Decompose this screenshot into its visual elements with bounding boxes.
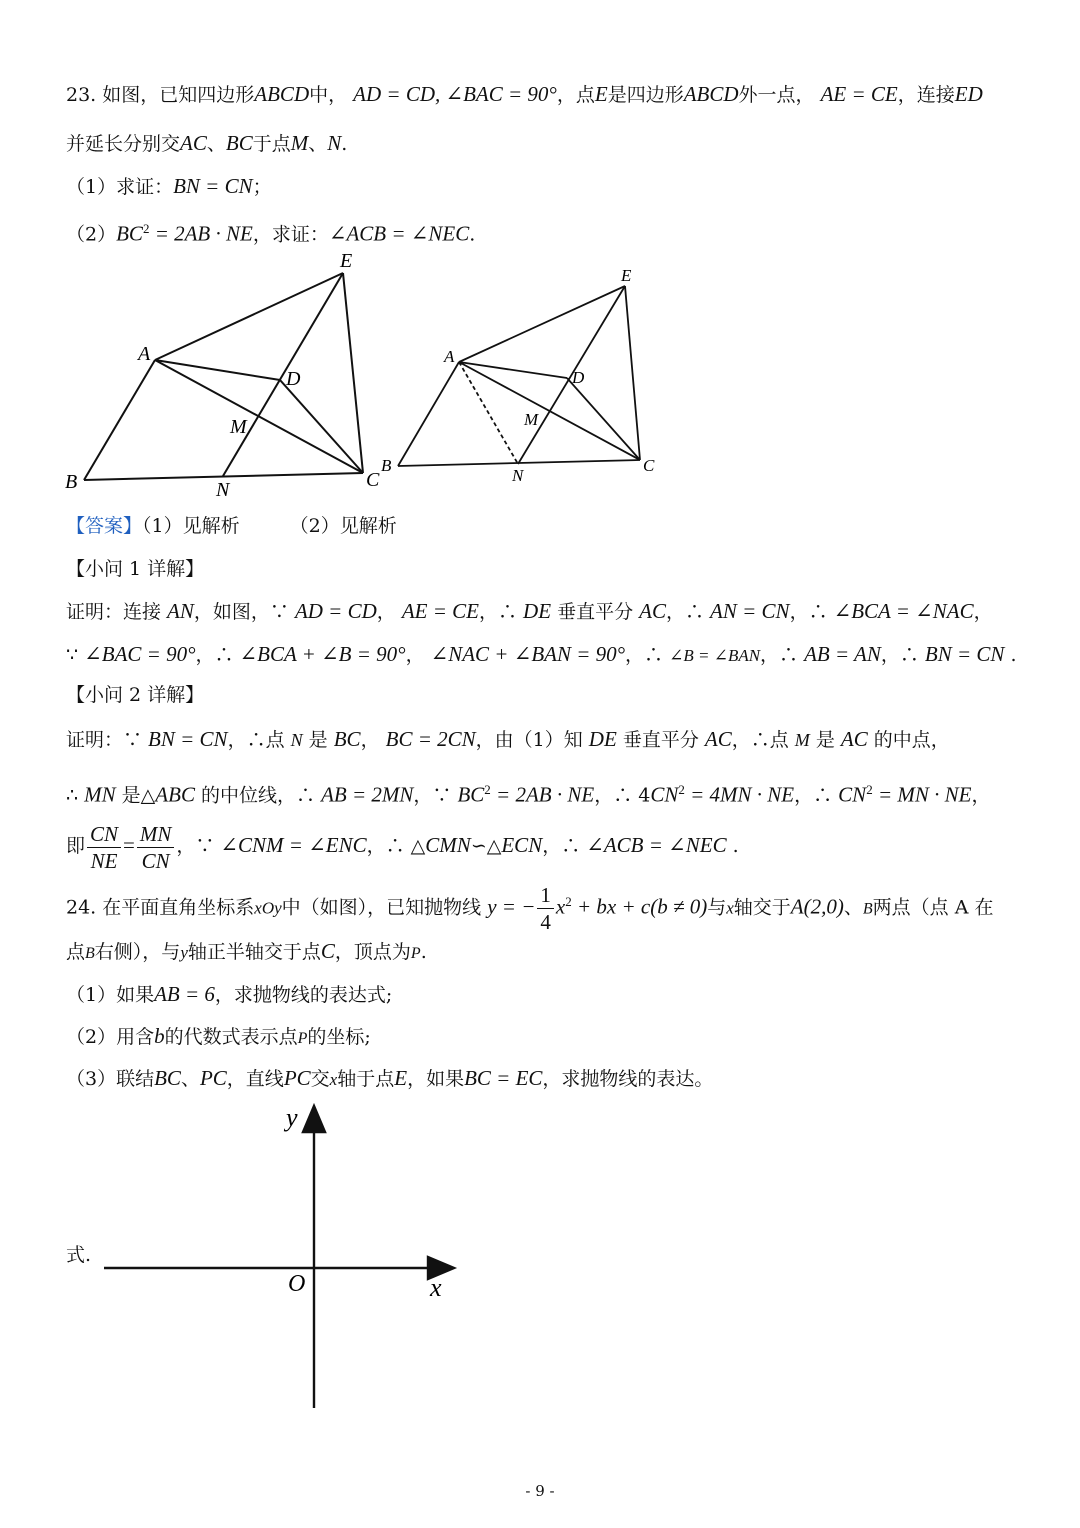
y-axis-arrow-icon (303, 1106, 325, 1132)
fraction-one-quarter: $\frac{1}{4}$ (537, 882, 554, 935)
q24-trailing-text: 式. (66, 1244, 92, 1266)
fig1-label-C: C (366, 469, 380, 491)
fig1-label-N: N (216, 479, 230, 501)
fig1-label-E: E (340, 250, 353, 272)
detail2-line1: 证明：∵ BN = CN，∴点 N 是 BC， BC = 2CN，由（1）知 DE 垂直平分 AC，∴点 M 是 AC 的中点， (66, 727, 950, 751)
detail2-line2: ∴ MN 是△ABC 的中位线，∴ AB = 2MN，∵ $BC^2 = 2AB$ · NE，∴ $4CN^2 = 4MN$ · NE，∴ $CN^2$ = MN · NE， (66, 782, 991, 807)
origin-label: O (288, 1271, 306, 1297)
detail1-line2: ∵ ∠BAC = 90°，∴ ∠BCA + ∠B = 90°， ∠NAC + ∠BAN = 90°，∴ ∠B = ∠BAN，∴ AB = AN，∴ BN = CN . (66, 642, 1017, 666)
fig2-label-N: N (512, 466, 524, 484)
fig2-label-M: M (524, 410, 539, 429)
coordinate-axes (100, 1100, 470, 1415)
q24-line2: 点B右侧），与y轴正半轴交于点C，顶点为P. (66, 939, 427, 963)
figure-2 (380, 262, 670, 484)
detail2-heading: 【小问 2 详解】 (66, 684, 205, 706)
detail1-heading: 【小问 1 详解】 (66, 558, 205, 580)
q24-line1: 24. 在平面直角坐标系xOy中（如图），已知抛物线 y = − $\frac{1}{4}$ $x^2$ + bx + c(b ≠ 0)与x轴交于A(2,0)、B两点（点 A 在 (66, 882, 994, 934)
page-number: - 9 - (525, 1482, 555, 1500)
x-axis-label: x (430, 1273, 442, 1302)
answer-line: 【答案】（1）见解析 （2）见解析 (66, 515, 397, 537)
q23-part2: $(2)BC^2 = 2AB$ · NE，求证：∠ACB = ∠NEC. (66, 221, 476, 246)
q23-line1: 23. 如图，已知四边形ABCD中， AD = CD, ∠BAC = 90°，点E是四边形ABCD外一点， AE = CE，连接ED (66, 82, 983, 106)
detail1-line1: 证明：连接 AN，如图，∵ AD = CD， AE = CE，∴ DE 垂直平分 AC，∴ AN = CN，∴ ∠BCA = ∠NAC， (66, 599, 993, 623)
figure-1 (60, 245, 400, 505)
fraction-mn-cn: $\frac{MN}{CN}$ (137, 821, 175, 874)
q23-part1: （1）求证：BN = CN； (66, 174, 272, 198)
q24-part3: （3）联结BC、PC，直线PC交x轴于点E，如果BC = EC，求抛物线的表达。 (66, 1066, 714, 1090)
fig1-label-M: M (230, 416, 247, 438)
y-axis-label: y (286, 1103, 298, 1132)
fig2-label-B: B (381, 456, 392, 475)
detail2-line3: 即 $\frac{CN}{NE}$ = $\frac{MN}{CN}$ ，∵ ∠CNM = ∠ENC，∴ △CMN∽△ECN，∴ ∠ACB = ∠NEC . (66, 821, 739, 873)
figure-1-lines (84, 273, 363, 480)
figure-2-lines (398, 286, 640, 466)
q23-line2: 并延长分别交AC、BC于点M、N. (66, 131, 348, 155)
fig1-label-D: D (286, 368, 301, 390)
fig2-label-C: C (643, 456, 655, 475)
answer-tag: 【答案】 (66, 515, 143, 537)
fig1-label-B: B (65, 471, 78, 493)
q24-part1: （1）如果AB = 6，求抛物线的表达式; (66, 982, 393, 1006)
q24-part2: （2）用含b的代数式表示点P的坐标; (66, 1024, 371, 1048)
fig2-label-A: A (444, 347, 455, 366)
fig1-label-A: A (138, 343, 151, 365)
fraction-cn-ne: $\frac{CN}{NE}$ (87, 821, 121, 874)
fig2-label-D: D (572, 368, 585, 387)
fig2-label-E: E (621, 266, 632, 285)
